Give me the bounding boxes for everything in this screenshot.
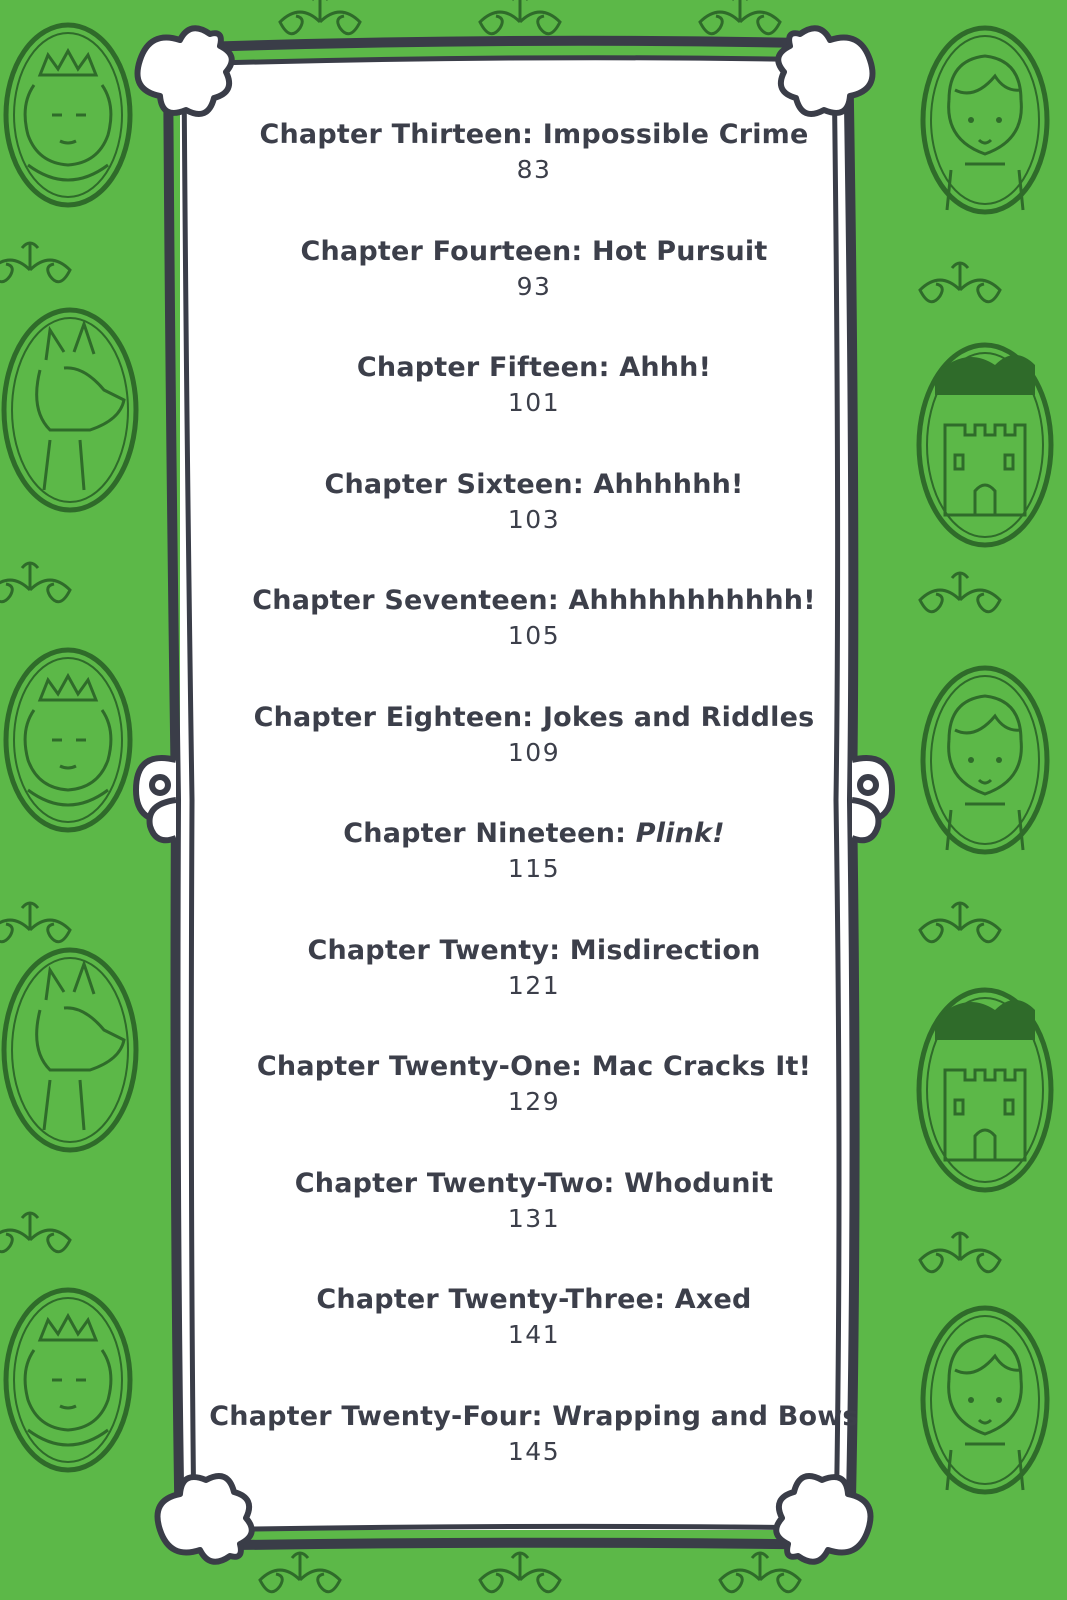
page-number: 105 <box>507 621 561 650</box>
page-number: 101 <box>507 388 561 417</box>
chapter-title: Chapter Eighteen: Jokes and Riddles <box>253 701 815 733</box>
chapter-title: Chapter Twenty: Misdirection <box>307 934 761 966</box>
page-number: 93 <box>516 271 552 301</box>
chapter-title: Chapter Twenty-Four: Wrapping and Bows <box>209 1400 859 1432</box>
toc-entry[interactable] <box>180 1167 888 1284</box>
page-number: 129 <box>507 1087 561 1116</box>
page-number: 115 <box>507 854 561 883</box>
page-number: 103 <box>507 504 561 534</box>
page-number: 109 <box>507 737 561 767</box>
frame-corner-top-left <box>138 28 232 114</box>
frame-side-ornament-left <box>136 758 176 840</box>
toc-entry[interactable] <box>180 118 888 235</box>
page-number: 83 <box>516 155 552 184</box>
toc-entry[interactable] <box>180 817 888 934</box>
chapter-title: Chapter Fourteen: Hot Pursuit <box>300 235 768 267</box>
page-number: 131 <box>507 1203 561 1233</box>
frame-corner-top-right <box>778 28 872 114</box>
page-number: 121 <box>507 970 561 1000</box>
chapter-title: Chapter Fifteen: Ahhh! <box>356 352 712 383</box>
toc-entry[interactable] <box>180 701 888 818</box>
toc-entry[interactable] <box>180 468 888 585</box>
chapter-title: Chapter Thirteen: Impossible Crime <box>259 119 809 150</box>
chapter-title: Chapter Twenty-Three: Axed <box>316 1284 752 1315</box>
toc-entry[interactable] <box>180 1400 888 1517</box>
toc-entry[interactable] <box>180 1283 888 1400</box>
page-number: 145 <box>507 1436 561 1466</box>
chapter-title: Chapter Nineteen: Plink! <box>343 818 725 849</box>
chapter-title: Chapter Twenty-Two: Whodunit <box>294 1167 774 1199</box>
table-of-contents <box>180 118 888 1516</box>
toc-entry[interactable] <box>180 351 888 468</box>
toc-entry[interactable] <box>180 235 888 352</box>
toc-entry[interactable] <box>180 1050 888 1167</box>
chapter-title: Chapter Sixteen: Ahhhhhh! <box>324 468 744 500</box>
chapter-title: Chapter Twenty-One: Mac Cracks It! <box>256 1051 812 1082</box>
chapter-title: Chapter Seventeen: Ahhhhhhhhhhh! <box>252 585 816 616</box>
toc-entry[interactable] <box>180 934 888 1051</box>
toc-entry[interactable] <box>180 584 888 701</box>
page-number: 141 <box>507 1320 561 1349</box>
